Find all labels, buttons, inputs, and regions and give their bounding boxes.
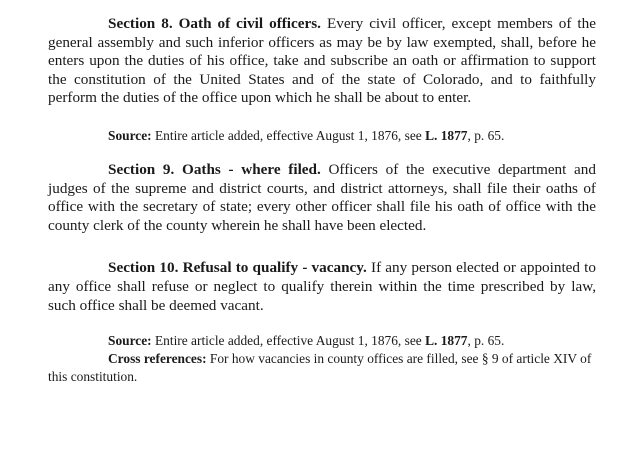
section-10-heading: Section 10. Refusal to qualify - vacancy. — [108, 259, 367, 277]
cross-references-text: For how vacancies in county offices are filled, see § 9 of article XIV of this constitution. — [48, 351, 592, 385]
cross-references-note — [48, 350, 596, 386]
source-page: , p. 65. — [467, 127, 505, 143]
source-text: Entire article added, effective August 1, 1876, see — [151, 333, 426, 349]
section-9-heading: Section 9. Oaths - where filed. — [108, 160, 321, 178]
source-citation: L. 1877 — [425, 333, 468, 349]
document-page — [48, 15, 596, 386]
section-10-body: If any person elected or appointed to any office shall refuse or neglect to qualify therein within the time prescribed by law, such office shall be deemed vacant. — [48, 259, 597, 314]
source-citation: L. 1877 — [425, 127, 468, 143]
section-9-body: Officers of the executive department and judges of the supreme and district courts, and district attorneys, shall file their oaths of office with the secretary of state; every other officer shall file his oath of office with the county clerk of the county wherein he shall have been elected. — [48, 160, 596, 234]
section-8-heading: Section 8. Oath of civil officers. — [108, 15, 321, 32]
source-label: Source: — [108, 333, 152, 349]
section-10-paragraph — [48, 259, 596, 315]
source-text: Entire article added, effective August 1, 1876, see — [151, 127, 426, 143]
section-10-source-note — [48, 332, 596, 350]
section-8-source-note — [48, 127, 596, 145]
section-8-body: Every civil officer, except members of the general assembly and such inferior officers as may be by law exempted, shall, before he enters upon the duties of his office, take and subscribe an oath or affirmation to support the constitution of the United States and of the state of Colorado, and to faithfully perform the duties of the office upon which he shall be about to enter. — [48, 15, 596, 107]
source-label: Source: — [108, 127, 152, 143]
section-9-paragraph — [48, 161, 596, 235]
cross-references-label: Cross references: — [108, 351, 207, 367]
source-page: , p. 65. — [467, 333, 505, 349]
section-8-paragraph — [48, 15, 596, 108]
